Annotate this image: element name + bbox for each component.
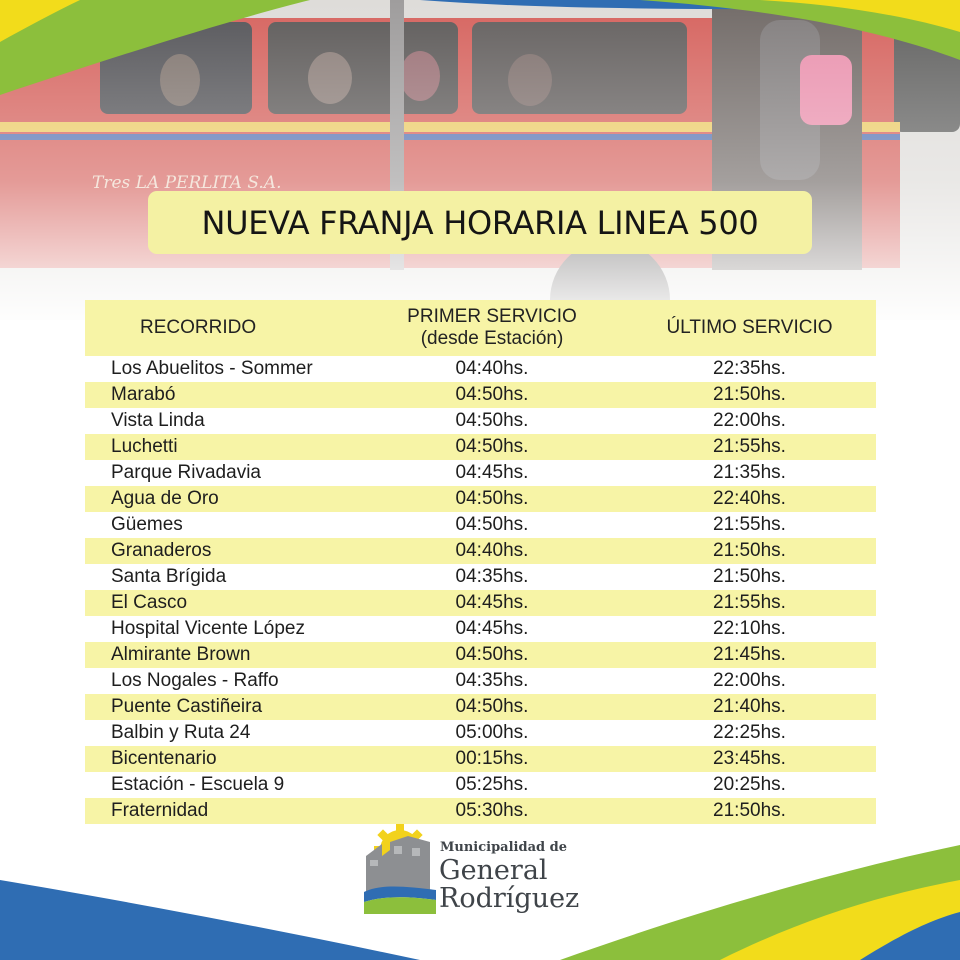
route-cell: Hospital Vicente López <box>111 618 305 639</box>
last-service-cell: 21:50hs. <box>713 540 786 561</box>
route-cell: Bicentenario <box>111 748 217 769</box>
last-service-cell: 21:40hs. <box>713 696 786 717</box>
first-service-cell: 05:25hs. <box>455 774 529 795</box>
title-banner <box>148 191 812 254</box>
table-row <box>85 460 876 486</box>
first-service-cell: 05:00hs. <box>455 722 529 743</box>
last-service-cell: 20:25hs. <box>713 774 786 795</box>
page-title: NUEVA FRANJA HORARIA LINEA 500 <box>201 203 759 242</box>
route-cell: Almirante Brown <box>111 644 251 665</box>
table-row <box>85 434 876 460</box>
table-row <box>85 356 876 382</box>
table-row <box>85 694 876 720</box>
table-row <box>85 720 876 746</box>
first-service-cell: 04:50hs. <box>455 436 529 457</box>
route-cell: Estación - Escuela 9 <box>111 774 285 795</box>
last-service-cell: 21:55hs. <box>713 592 786 613</box>
first-service-cell: 04:50hs. <box>455 644 529 665</box>
table-row <box>85 408 876 434</box>
table-row <box>85 668 876 694</box>
schedule-table <box>85 300 876 824</box>
last-service-cell: 21:50hs. <box>713 384 786 405</box>
first-service-cell: 04:40hs. <box>455 540 529 561</box>
first-service-cell: 04:50hs. <box>455 384 529 405</box>
route-cell: Luchetti <box>111 436 178 457</box>
table-row <box>85 382 876 408</box>
table-row <box>85 616 876 642</box>
first-service-cell: 04:35hs. <box>455 670 529 691</box>
last-service-cell: 22:40hs. <box>713 488 786 509</box>
route-cell: Puente Castiñeira <box>111 696 263 717</box>
route-cell: Vista Linda <box>111 410 205 431</box>
route-cell: Los Abuelitos - Sommer <box>111 358 313 379</box>
header-first-service-line1: PRIMER SERVICIO <box>407 306 577 327</box>
last-service-cell: 22:00hs. <box>713 670 786 691</box>
swoosh-blue-bottom-left <box>0 880 420 960</box>
table-row <box>85 486 876 512</box>
last-service-cell: 21:35hs. <box>713 462 786 483</box>
logo-emblem-icon <box>360 822 440 918</box>
route-cell: Granaderos <box>111 540 212 561</box>
table-body <box>85 356 876 824</box>
last-service-cell: 21:45hs. <box>713 644 786 665</box>
last-service-cell: 21:55hs. <box>713 514 786 535</box>
municipality-logo <box>360 822 600 922</box>
last-service-cell: 22:10hs. <box>713 618 786 639</box>
last-service-cell: 23:45hs. <box>713 748 786 769</box>
table-row <box>85 642 876 668</box>
header-first-service <box>361 306 623 350</box>
table-row <box>85 538 876 564</box>
table-row <box>85 772 876 798</box>
logo-text-line1: Municipalidad de <box>440 840 567 855</box>
table-row <box>85 746 876 772</box>
first-service-cell: 04:40hs. <box>455 358 529 379</box>
first-service-cell: 04:50hs. <box>455 696 529 717</box>
route-cell: Güemes <box>111 514 183 535</box>
last-service-cell: 21:50hs. <box>713 566 786 587</box>
first-service-cell: 04:50hs. <box>455 488 529 509</box>
table-row <box>85 798 876 824</box>
first-service-cell: 04:35hs. <box>455 566 529 587</box>
route-cell: Los Nogales - Raffo <box>111 670 279 691</box>
last-service-cell: 21:50hs. <box>713 800 786 821</box>
route-cell: Parque Rivadavia <box>111 462 261 483</box>
route-cell: Fraternidad <box>111 800 209 821</box>
last-service-cell: 21:55hs. <box>713 436 786 457</box>
logo-text-line2: General <box>439 855 548 886</box>
first-service-cell: 00:15hs. <box>455 748 529 769</box>
route-cell: El Casco <box>111 592 188 613</box>
route-cell: Balbin y Ruta 24 <box>111 722 251 743</box>
first-service-cell: 05:30hs. <box>455 800 529 821</box>
last-service-cell: 22:25hs. <box>713 722 786 743</box>
header-last-service: ÚLTIMO SERVICIO <box>666 317 833 338</box>
route-cell: Marabó <box>111 384 176 405</box>
table-row <box>85 590 876 616</box>
first-service-cell: 04:45hs. <box>455 618 529 639</box>
last-service-cell: 22:00hs. <box>713 410 786 431</box>
first-service-cell: 04:45hs. <box>455 592 529 613</box>
route-cell: Santa Brígida <box>111 566 227 587</box>
header-route: RECORRIDO <box>140 317 257 338</box>
logo-text-line3: Rodríguez <box>439 883 580 914</box>
last-service-cell: 22:35hs. <box>713 358 786 379</box>
first-service-cell: 04:45hs. <box>455 462 529 483</box>
table-header <box>85 300 876 356</box>
header-first-service-line2: (desde Estación) <box>420 328 564 349</box>
route-cell: Agua de Oro <box>111 488 219 509</box>
table-row <box>85 512 876 538</box>
table-row <box>85 564 876 590</box>
first-service-cell: 04:50hs. <box>455 410 529 431</box>
first-service-cell: 04:50hs. <box>455 514 529 535</box>
